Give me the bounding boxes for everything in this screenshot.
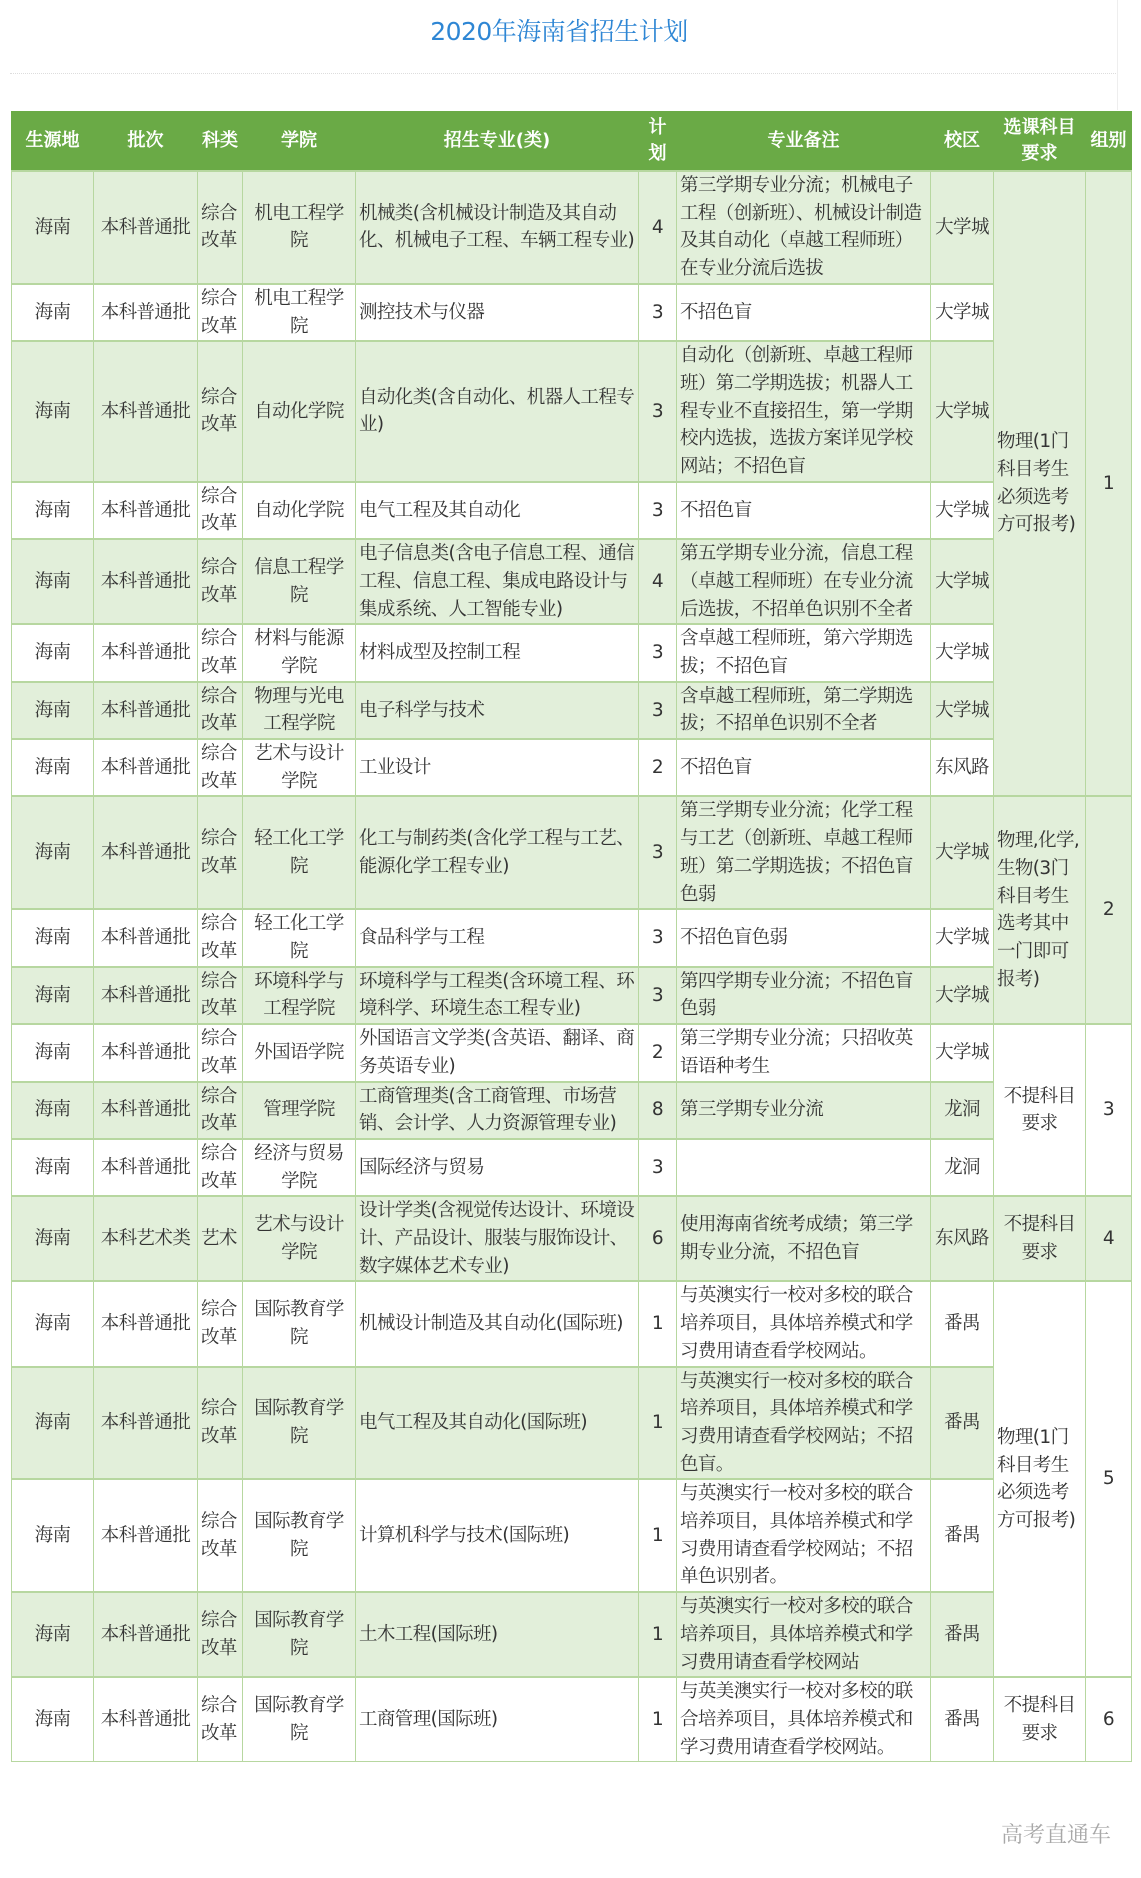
cell-major: 外国语言文学类(含英语、翻译、商务英语专业) (356, 1024, 639, 1081)
cell-college: 管理学院 (243, 1082, 356, 1139)
cell-group: 4 (1086, 1196, 1132, 1281)
cell-remarks: 第四学期专业分流；不招色盲色弱 (677, 967, 931, 1024)
cell-remarks: 第五学期专业分流，信息工程（卓越工程师班）在专业分流后选拔，不招单色识别不全者 (677, 539, 931, 624)
divider (10, 73, 1118, 74)
cell-major: 自动化类(含自动化、机器人工程专业) (356, 341, 639, 482)
cell-source: 海南 (12, 1082, 94, 1139)
cell-batch: 本科普通批 (94, 1024, 198, 1081)
cell-major: 工业设计 (356, 739, 639, 796)
table-row (12, 1592, 1132, 1677)
cell-batch: 本科艺术类 (94, 1196, 198, 1281)
cell-campus: 番禺 (931, 1677, 994, 1762)
cell-campus: 大学城 (931, 171, 994, 284)
cell-campus: 龙洞 (931, 1082, 994, 1139)
table-row (12, 1082, 1132, 1139)
cell-college: 国际教育学院 (243, 1592, 356, 1677)
cell-subject-requirement: 物理(1门科目考生必须选考方可报考) (994, 1281, 1086, 1677)
cell-campus: 大学城 (931, 482, 994, 539)
cell-plan: 4 (639, 539, 677, 624)
cell-major: 计算机科学与技术(国际班) (356, 1479, 639, 1592)
cell-category: 艺术 (198, 1196, 243, 1281)
cell-category: 综合改革 (198, 1677, 243, 1762)
cell-plan: 3 (639, 1139, 677, 1196)
cell-major: 食品科学与工程 (356, 909, 639, 966)
cell-plan: 3 (639, 341, 677, 482)
table-row (12, 171, 1132, 284)
cell-source: 海南 (12, 1367, 94, 1480)
cell-campus: 大学城 (931, 909, 994, 966)
cell-category: 综合改革 (198, 1139, 243, 1196)
header-batch: 批次 (94, 112, 198, 172)
table-row (12, 1281, 1132, 1366)
cell-category: 综合改革 (198, 171, 243, 284)
cell-college: 国际教育学院 (243, 1479, 356, 1592)
cell-campus: 番禺 (931, 1367, 994, 1480)
cell-category: 综合改革 (198, 539, 243, 624)
cell-college: 艺术与设计学院 (243, 1196, 356, 1281)
cell-major: 电气工程及其自动化(国际班) (356, 1367, 639, 1480)
cell-source: 海南 (12, 1592, 94, 1677)
cell-category: 综合改革 (198, 341, 243, 482)
cell-batch: 本科普通批 (94, 341, 198, 482)
cell-category: 综合改革 (198, 1592, 243, 1677)
cell-campus: 大学城 (931, 796, 994, 909)
table-row (12, 739, 1132, 796)
cell-category: 综合改革 (198, 1082, 243, 1139)
cell-source: 海南 (12, 1024, 94, 1081)
cell-remarks: 使用海南省统考成绩；第三学期专业分流，不招色盲 (677, 1196, 931, 1281)
cell-subject-requirement: 物理,化学,生物(3门科目考生选考其中一门即可报考) (994, 796, 1086, 1024)
cell-batch: 本科普通批 (94, 482, 198, 539)
cell-major: 电气工程及其自动化 (356, 482, 639, 539)
header-subject-requirement: 选课科目要求 (994, 112, 1086, 172)
cell-batch: 本科普通批 (94, 682, 198, 739)
cell-source: 海南 (12, 796, 94, 909)
cell-source: 海南 (12, 341, 94, 482)
cell-source: 海南 (12, 624, 94, 681)
cell-campus: 大学城 (931, 341, 994, 482)
cell-major: 测控技术与仪器 (356, 284, 639, 341)
page-title: 2020年海南省招生计划 (430, 17, 688, 46)
table-row (12, 284, 1132, 341)
cell-campus: 番禺 (931, 1479, 994, 1592)
cell-college: 外国语学院 (243, 1024, 356, 1081)
table-row (12, 539, 1132, 624)
cell-category: 综合改革 (198, 1281, 243, 1366)
cell-plan: 1 (639, 1677, 677, 1762)
table-row (12, 482, 1132, 539)
cell-campus: 大学城 (931, 1024, 994, 1081)
cell-plan: 3 (639, 682, 677, 739)
cell-college: 自动化学院 (243, 341, 356, 482)
cell-category: 综合改革 (198, 1479, 243, 1592)
header-source: 生源地 (12, 112, 94, 172)
cell-subject-requirement: 不提科目要求 (994, 1196, 1086, 1281)
cell-remarks: 不招色盲 (677, 284, 931, 341)
cell-major: 国际经济与贸易 (356, 1139, 639, 1196)
cell-college: 轻工化工学院 (243, 909, 356, 966)
cell-plan: 4 (639, 171, 677, 284)
cell-source: 海南 (12, 1479, 94, 1592)
cell-college: 国际教育学院 (243, 1677, 356, 1762)
cell-subject-requirement: 不提科目要求 (994, 1024, 1086, 1196)
cell-subject-requirement: 物理(1门科目考生必须选考方可报考) (994, 171, 1086, 796)
cell-college: 自动化学院 (243, 482, 356, 539)
cell-batch: 本科普通批 (94, 171, 198, 284)
cell-college: 物理与光电工程学院 (243, 682, 356, 739)
cell-batch: 本科普通批 (94, 1139, 198, 1196)
cell-major: 材料成型及控制工程 (356, 624, 639, 681)
cell-batch: 本科普通批 (94, 796, 198, 909)
cell-plan: 1 (639, 1592, 677, 1677)
cell-campus: 龙洞 (931, 1139, 994, 1196)
cell-major: 工商管理类(含工商管理、市场营销、会计学、人力资源管理专业) (356, 1082, 639, 1139)
header-campus: 校区 (931, 112, 994, 172)
cell-college: 经济与贸易学院 (243, 1139, 356, 1196)
cell-remarks: 与英澳实行一校对多校的联合培养项目，具体培养模式和学习费用请查看学校网站；不招色盲。 (677, 1367, 931, 1480)
table-body (12, 171, 1132, 1762)
cell-college: 国际教育学院 (243, 1281, 356, 1366)
cell-remarks: 第三学期专业分流；机械电子工程（创新班）、机械设计制造及其自动化（卓越工程师班）在专业分流后选拔 (677, 171, 931, 284)
cell-remarks (677, 1139, 931, 1196)
cell-category: 综合改革 (198, 909, 243, 966)
cell-major: 化工与制药类(含化学工程与工艺、能源化学工程专业) (356, 796, 639, 909)
table-row (12, 624, 1132, 681)
cell-remarks: 不招色盲 (677, 482, 931, 539)
cell-source: 海南 (12, 739, 94, 796)
cell-category: 综合改革 (198, 482, 243, 539)
cell-college: 轻工化工学院 (243, 796, 356, 909)
cell-plan: 3 (639, 482, 677, 539)
cell-batch: 本科普通批 (94, 1367, 198, 1480)
cell-plan: 3 (639, 796, 677, 909)
cell-plan: 8 (639, 1082, 677, 1139)
cell-campus: 大学城 (931, 967, 994, 1024)
enrollment-plan-table (11, 111, 1132, 1762)
cell-college: 国际教育学院 (243, 1367, 356, 1480)
header-major: 招生专业(类) (356, 112, 639, 172)
cell-plan: 1 (639, 1281, 677, 1366)
cell-category: 综合改革 (198, 1367, 243, 1480)
cell-plan: 6 (639, 1196, 677, 1281)
cell-category: 综合改革 (198, 1024, 243, 1081)
cell-batch: 本科普通批 (94, 967, 198, 1024)
cell-plan: 1 (639, 1367, 677, 1480)
cell-source: 海南 (12, 1196, 94, 1281)
cell-remarks: 不招色盲 (677, 739, 931, 796)
cell-remarks: 与英美澳实行一校对多校的联合培养项目，具体培养模式和学习费用请查看学校网站。 (677, 1677, 931, 1762)
table-row (12, 909, 1132, 966)
cell-major: 机械设计制造及其自动化(国际班) (356, 1281, 639, 1366)
header-plan: 计划 (639, 112, 677, 172)
cell-remarks: 与英澳实行一校对多校的联合培养项目，具体培养模式和学习费用请查看学校网站；不招单色识别者。 (677, 1479, 931, 1592)
cell-major: 环境科学与工程类(含环境工程、环境科学、环境生态工程专业) (356, 967, 639, 1024)
cell-campus: 大学城 (931, 284, 994, 341)
cell-major: 机械类(含机械设计制造及其自动化、机械电子工程、车辆工程专业) (356, 171, 639, 284)
cell-source: 海南 (12, 1677, 94, 1762)
table-row (12, 341, 1132, 482)
cell-batch: 本科普通批 (94, 1592, 198, 1677)
cell-college: 机电工程学院 (243, 284, 356, 341)
cell-plan: 3 (639, 967, 677, 1024)
cell-remarks: 含卓越工程师班，第六学期选拔；不招色盲 (677, 624, 931, 681)
cell-remarks: 自动化（创新班、卓越工程师班）第二学期选拔；机器人工程专业不直接招生，第一学期校内选拔，选拔方案详见学校网站；不招色盲 (677, 341, 931, 482)
cell-campus: 东风路 (931, 739, 994, 796)
cell-college: 机电工程学院 (243, 171, 356, 284)
cell-remarks: 不招色盲色弱 (677, 909, 931, 966)
cell-source: 海南 (12, 1139, 94, 1196)
table-row (12, 1024, 1132, 1081)
cell-campus: 东风路 (931, 1196, 994, 1281)
cell-batch: 本科普通批 (94, 739, 198, 796)
cell-source: 海南 (12, 539, 94, 624)
cell-remarks: 含卓越工程师班，第二学期选拔；不招单色识别不全者 (677, 682, 931, 739)
table-row (12, 1196, 1132, 1281)
cell-source: 海南 (12, 909, 94, 966)
cell-college: 信息工程学院 (243, 539, 356, 624)
cell-batch: 本科普通批 (94, 1479, 198, 1592)
cell-batch: 本科普通批 (94, 284, 198, 341)
table-row (12, 1479, 1132, 1592)
cell-batch: 本科普通批 (94, 1677, 198, 1762)
cell-plan: 2 (639, 1024, 677, 1081)
cell-campus: 番禺 (931, 1281, 994, 1366)
cell-group: 5 (1086, 1281, 1132, 1677)
cell-major: 工商管理(国际班) (356, 1677, 639, 1762)
table-header-row (12, 112, 1132, 172)
cell-category: 综合改革 (198, 796, 243, 909)
cell-plan: 1 (639, 1479, 677, 1592)
cell-source: 海南 (12, 1281, 94, 1366)
cell-plan: 3 (639, 909, 677, 966)
table-row (12, 796, 1132, 909)
cell-campus: 大学城 (931, 682, 994, 739)
header-college: 学院 (243, 112, 356, 172)
table-row (12, 682, 1132, 739)
cell-college: 材料与能源学院 (243, 624, 356, 681)
cell-plan: 3 (639, 624, 677, 681)
cell-source: 海南 (12, 967, 94, 1024)
cell-category: 综合改革 (198, 739, 243, 796)
cell-campus: 番禺 (931, 1592, 994, 1677)
cell-batch: 本科普通批 (94, 1281, 198, 1366)
cell-batch: 本科普通批 (94, 539, 198, 624)
page-edge-line (1117, 0, 1118, 110)
header-remarks: 专业备注 (677, 112, 931, 172)
cell-category: 综合改革 (198, 284, 243, 341)
cell-group: 1 (1086, 171, 1132, 796)
cell-batch: 本科普通批 (94, 624, 198, 681)
cell-major: 电子信息类(含电子信息工程、通信工程、信息工程、集成电路设计与集成系统、人工智能专业) (356, 539, 639, 624)
table-row (12, 967, 1132, 1024)
cell-remarks: 与英澳实行一校对多校的联合培养项目，具体培养模式和学习费用请查看学校网站 (677, 1592, 931, 1677)
cell-remarks: 第三学期专业分流；化学工程与工艺（创新班、卓越工程师班）第二学期选拔；不招色盲色弱 (677, 796, 931, 909)
header-group: 组别 (1086, 112, 1132, 172)
cell-campus: 大学城 (931, 539, 994, 624)
cell-category: 综合改革 (198, 682, 243, 739)
cell-college: 艺术与设计学院 (243, 739, 356, 796)
cell-major: 电子科学与技术 (356, 682, 639, 739)
cell-group: 2 (1086, 796, 1132, 1024)
table-row (12, 1367, 1132, 1480)
cell-plan: 2 (639, 739, 677, 796)
header-category: 科类 (198, 112, 243, 172)
cell-source: 海南 (12, 682, 94, 739)
cell-plan: 3 (639, 284, 677, 341)
cell-campus: 大学城 (931, 624, 994, 681)
cell-source: 海南 (12, 284, 94, 341)
cell-college: 环境科学与工程学院 (243, 967, 356, 1024)
cell-remarks: 与英澳实行一校对多校的联合培养项目，具体培养模式和学习费用请查看学校网站。 (677, 1281, 931, 1366)
watermark: 高考直通车 (1001, 1823, 1112, 1848)
cell-source: 海南 (12, 482, 94, 539)
cell-batch: 本科普通批 (94, 909, 198, 966)
cell-group: 6 (1086, 1677, 1132, 1762)
table-row (12, 1677, 1132, 1762)
cell-category: 综合改革 (198, 967, 243, 1024)
cell-major: 设计学类(含视觉传达设计、环境设计、产品设计、服装与服饰设计、数字媒体艺术专业) (356, 1196, 639, 1281)
cell-batch: 本科普通批 (94, 1082, 198, 1139)
cell-major: 土木工程(国际班) (356, 1592, 639, 1677)
cell-category: 综合改革 (198, 624, 243, 681)
cell-remarks: 第三学期专业分流；只招收英语语种考生 (677, 1024, 931, 1081)
cell-remarks: 第三学期专业分流 (677, 1082, 931, 1139)
table-row (12, 1139, 1132, 1196)
cell-subject-requirement: 不提科目要求 (994, 1677, 1086, 1762)
cell-source: 海南 (12, 171, 94, 284)
cell-group: 3 (1086, 1024, 1132, 1196)
